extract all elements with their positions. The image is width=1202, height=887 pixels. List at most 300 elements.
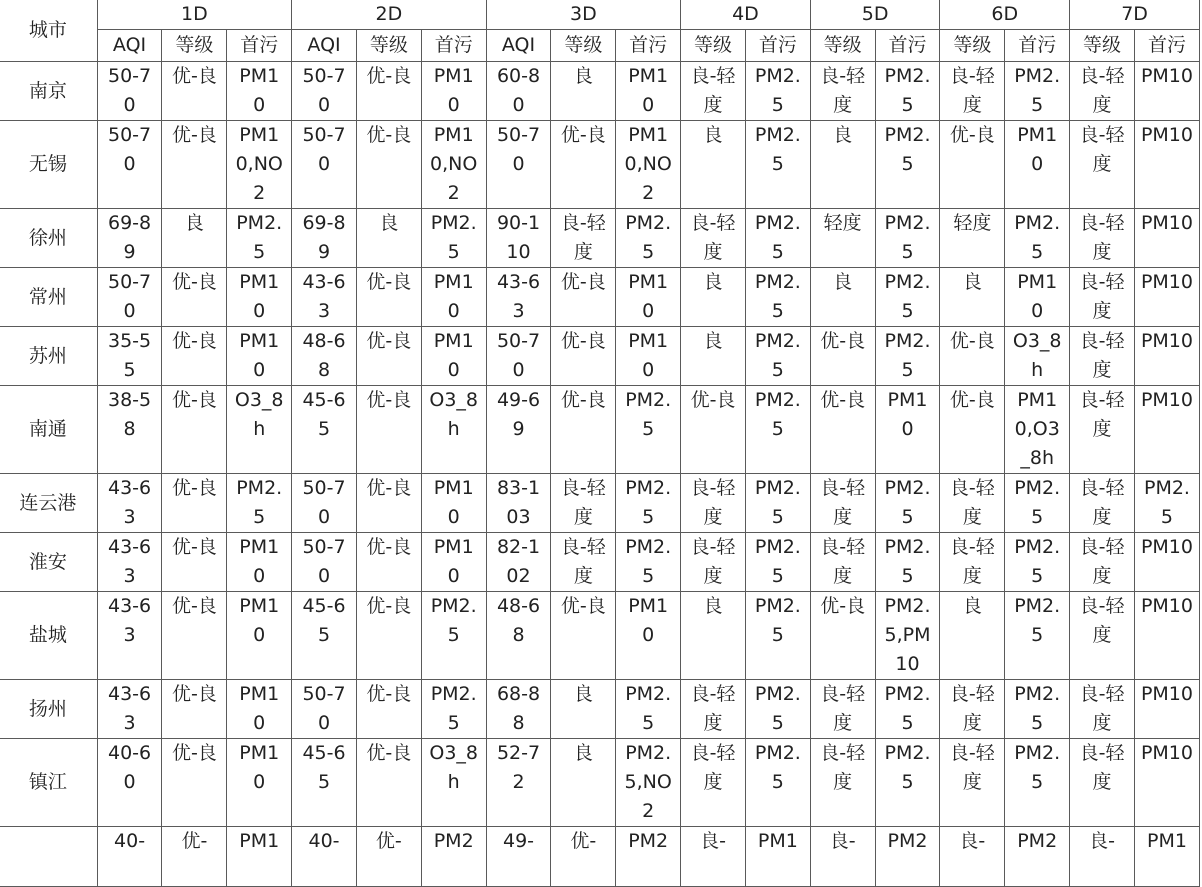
level-cell xyxy=(940,592,1005,680)
level-cell xyxy=(356,739,421,827)
cell-text: 良-轻度 xyxy=(820,742,866,793)
cell-text: 优-良 xyxy=(366,271,412,293)
primary-pollutant-cell xyxy=(1134,592,1199,680)
cell-text: 43-63 xyxy=(107,683,152,734)
cell-text: 良-轻度 xyxy=(1079,536,1125,587)
aqi-header: AQI xyxy=(486,30,551,62)
level-cell xyxy=(940,827,1005,887)
cell-text: 40- xyxy=(308,830,340,852)
city-cell: 南通 xyxy=(0,386,97,474)
cell-text: 良-轻度 xyxy=(690,683,736,734)
cell-text: PM10,NO2 xyxy=(235,124,283,204)
cell-text: 50-70 xyxy=(107,271,152,322)
primary-pollutant-cell xyxy=(1134,533,1199,592)
city-cell xyxy=(0,827,97,887)
aqi-header: AQI xyxy=(292,30,357,62)
level-cell xyxy=(356,209,421,268)
city-cell: 连云港 xyxy=(0,474,97,533)
level-cell xyxy=(1070,827,1135,887)
cell-text: PM10 xyxy=(433,271,474,322)
header-row-fields xyxy=(0,30,1200,62)
cell-text: PM2.5 xyxy=(430,595,477,646)
cell-text: 良- xyxy=(829,830,856,852)
cell-text: 50-70 xyxy=(302,477,346,528)
level-cell xyxy=(681,739,746,827)
city-cell: 南京 xyxy=(0,62,97,121)
cell-text: PM2.5 xyxy=(625,212,672,263)
cell-text: 良-轻度 xyxy=(949,742,995,793)
cell-text: 优-良 xyxy=(560,271,606,293)
level-cell xyxy=(810,386,875,474)
primary-pollutant-cell xyxy=(227,386,292,474)
primary-pollutant-cell xyxy=(1134,268,1199,327)
cell-text: 轻度 xyxy=(953,212,992,234)
cell-text: 43-63 xyxy=(107,595,152,646)
level-cell xyxy=(681,268,746,327)
cell-text: 50-70 xyxy=(302,683,346,734)
cell-text: PM2.5 xyxy=(430,212,477,263)
level-cell xyxy=(681,121,746,209)
level-cell xyxy=(940,268,1005,327)
cell-text: PM2.5 xyxy=(754,536,801,587)
level-cell xyxy=(1070,62,1135,121)
cell-text: PM2.5 xyxy=(754,595,801,646)
aqi-header: AQI xyxy=(97,30,162,62)
cell-text: PM10 xyxy=(239,742,280,793)
cell-text: 良-轻度 xyxy=(949,683,995,734)
cell-text: 优-良 xyxy=(366,477,412,499)
cell-text: 50-70 xyxy=(496,124,541,175)
cell-text: PM1 xyxy=(239,830,280,852)
cell-text: 优-良 xyxy=(820,330,866,352)
cell-text: 优-良 xyxy=(171,65,217,87)
primary-pollutant-cell xyxy=(875,533,940,592)
level-cell xyxy=(681,680,746,739)
level-cell xyxy=(1070,680,1135,739)
cell-text: PM2 xyxy=(887,830,928,852)
cell-text: 良 xyxy=(573,683,593,705)
cell-text: PM10 xyxy=(1140,389,1193,411)
primary-pollutant-cell xyxy=(745,268,810,327)
cell-text: 良- xyxy=(1089,830,1115,852)
cell-text: PM10 xyxy=(1140,742,1193,764)
level-cell xyxy=(551,533,616,592)
level-cell xyxy=(1070,474,1135,533)
cell-text: 40- xyxy=(114,830,146,852)
cell-text: O3_8h xyxy=(429,742,479,793)
cell-text: PM2.5 xyxy=(884,271,931,322)
primary-pollutant-cell xyxy=(745,533,810,592)
cell-text: PM10 xyxy=(1140,271,1193,293)
cell-text: 48-68 xyxy=(496,595,541,646)
cell-text: 45-65 xyxy=(302,595,346,646)
header-row-days xyxy=(0,0,1200,30)
cell-text: 良 xyxy=(833,271,853,293)
cell-text: 优-良 xyxy=(560,330,606,352)
cell-text: 良 xyxy=(703,271,723,293)
level-cell xyxy=(551,592,616,680)
cell-text: 优-良 xyxy=(171,683,217,705)
cell-text: PM2.5 xyxy=(1014,742,1061,793)
level-header: 等级 xyxy=(940,30,1005,62)
level-cell xyxy=(551,121,616,209)
cell-text: PM2.5 xyxy=(1014,536,1061,587)
cell-text: PM1 xyxy=(1147,830,1187,852)
cell-text: PM2.5 xyxy=(1143,477,1190,528)
primary-pollutant-cell xyxy=(1134,739,1199,827)
aqi-cell xyxy=(292,327,357,386)
cell-text: PM2.5 xyxy=(884,683,931,734)
primary-pollutant-cell xyxy=(745,327,810,386)
cell-text: PM2.5,PM10 xyxy=(884,595,931,675)
aqi-cell xyxy=(292,474,357,533)
cell-text: PM2.5 xyxy=(884,742,931,793)
level-cell xyxy=(940,327,1005,386)
cell-text: PM10 xyxy=(239,595,280,646)
aqi-cell xyxy=(486,121,551,209)
cell-text: 良-轻度 xyxy=(1079,742,1125,793)
level-cell xyxy=(681,827,746,887)
level-cell xyxy=(1070,268,1135,327)
level-cell xyxy=(681,474,746,533)
primary-pollutant-header: 首污 xyxy=(1005,30,1070,62)
aqi-cell xyxy=(97,474,162,533)
city-cell: 徐州 xyxy=(0,209,97,268)
cell-text: PM2 xyxy=(433,830,474,852)
primary-pollutant-header: 首污 xyxy=(1134,30,1199,62)
cell-text: 优-良 xyxy=(171,330,217,352)
level-cell xyxy=(1070,592,1135,680)
primary-pollutant-cell xyxy=(1134,474,1199,533)
cell-text: PM2.5 xyxy=(884,536,931,587)
level-cell xyxy=(681,386,746,474)
primary-pollutant-header: 首污 xyxy=(421,30,486,62)
primary-pollutant-cell xyxy=(875,739,940,827)
table-row xyxy=(0,327,1200,386)
level-cell xyxy=(551,209,616,268)
aqi-cell xyxy=(97,386,162,474)
aqi-cell xyxy=(97,533,162,592)
cell-text: 优-良 xyxy=(560,124,606,146)
primary-pollutant-header: 首污 xyxy=(616,30,681,62)
level-header: 等级 xyxy=(681,30,746,62)
cell-text: 优-良 xyxy=(366,742,412,764)
level-cell xyxy=(940,209,1005,268)
city-cell: 盐城 xyxy=(0,592,97,680)
cell-text: 良 xyxy=(184,212,204,234)
cell-text: 82-102 xyxy=(496,536,541,587)
primary-pollutant-cell xyxy=(227,827,292,887)
cell-text: PM10 xyxy=(1140,536,1193,558)
cell-text: PM2.5 xyxy=(754,65,801,116)
cell-text: 良 xyxy=(703,124,723,146)
level-cell xyxy=(356,62,421,121)
primary-pollutant-cell xyxy=(616,327,681,386)
level-cell xyxy=(162,739,227,827)
primary-pollutant-cell xyxy=(616,209,681,268)
cell-text: PM2.5 xyxy=(754,271,801,322)
primary-pollutant-cell xyxy=(875,474,940,533)
cell-text: PM2.5 xyxy=(625,389,672,440)
level-cell xyxy=(681,533,746,592)
primary-pollutant-cell xyxy=(1005,121,1070,209)
cell-text: 良-轻度 xyxy=(560,212,606,263)
primary-pollutant-cell xyxy=(421,827,486,887)
cell-text: 69-89 xyxy=(107,212,152,263)
primary-pollutant-cell xyxy=(421,327,486,386)
level-header: 等级 xyxy=(1070,30,1135,62)
city-column-header: 城市 xyxy=(0,0,97,62)
primary-pollutant-cell xyxy=(421,209,486,268)
cell-text: 良-轻度 xyxy=(1079,477,1125,528)
cell-text: 38-58 xyxy=(107,389,152,440)
cell-text: 50-70 xyxy=(107,124,152,175)
level-cell xyxy=(356,327,421,386)
cell-text: 35-55 xyxy=(107,330,152,381)
cell-text: PM10 xyxy=(239,271,280,322)
cell-text: 40-60 xyxy=(107,742,152,793)
cell-text: 良 xyxy=(833,124,853,146)
city-cell: 无锡 xyxy=(0,121,97,209)
level-cell xyxy=(681,327,746,386)
aqi-cell xyxy=(486,533,551,592)
day-header-6d: 6D xyxy=(940,0,1070,30)
aqi-cell xyxy=(292,592,357,680)
primary-pollutant-cell xyxy=(616,474,681,533)
primary-pollutant-cell xyxy=(616,268,681,327)
level-cell xyxy=(162,62,227,121)
level-cell xyxy=(551,268,616,327)
primary-pollutant-cell xyxy=(745,209,810,268)
primary-pollutant-cell xyxy=(421,592,486,680)
aqi-cell xyxy=(97,327,162,386)
cell-text: 优-良 xyxy=(366,389,412,411)
primary-pollutant-cell xyxy=(875,327,940,386)
cell-text: 良-轻度 xyxy=(820,683,866,734)
cell-text: PM2.5 xyxy=(1014,683,1061,734)
cell-text: 良-轻度 xyxy=(690,65,736,116)
cell-text: 优-良 xyxy=(366,330,412,352)
primary-pollutant-cell xyxy=(1005,327,1070,386)
cell-text: PM10 xyxy=(433,536,474,587)
level-cell xyxy=(162,533,227,592)
cell-text: PM10 xyxy=(1017,124,1058,175)
level-cell xyxy=(810,268,875,327)
cell-text: 优-良 xyxy=(560,595,606,617)
primary-pollutant-cell xyxy=(227,474,292,533)
primary-pollutant-cell xyxy=(1005,474,1070,533)
primary-pollutant-cell xyxy=(421,121,486,209)
cell-text: 优-良 xyxy=(949,389,995,411)
level-cell xyxy=(1070,533,1135,592)
level-cell xyxy=(551,680,616,739)
level-cell xyxy=(1070,386,1135,474)
level-cell xyxy=(356,592,421,680)
day-header-1d: 1D xyxy=(97,0,291,30)
table-row xyxy=(0,62,1200,121)
cell-text: 良-轻度 xyxy=(690,212,736,263)
cell-text: 优- xyxy=(181,830,208,852)
table-row xyxy=(0,592,1200,680)
primary-pollutant-cell xyxy=(745,827,810,887)
aqi-cell xyxy=(292,121,357,209)
table-row xyxy=(0,474,1200,533)
level-cell xyxy=(162,474,227,533)
primary-pollutant-cell xyxy=(421,386,486,474)
day-header-4d: 4D xyxy=(681,0,811,30)
primary-pollutant-cell xyxy=(875,268,940,327)
cell-text: PM2.5 xyxy=(625,683,672,734)
cell-text: PM2.5 xyxy=(1014,477,1061,528)
aqi-cell xyxy=(97,680,162,739)
level-cell xyxy=(810,827,875,887)
cell-text: PM2.5,NO2 xyxy=(624,742,672,822)
primary-pollutant-cell xyxy=(227,62,292,121)
day-header-3d: 3D xyxy=(486,0,680,30)
primary-pollutant-cell xyxy=(616,386,681,474)
aqi-cell xyxy=(486,386,551,474)
primary-pollutant-cell xyxy=(875,62,940,121)
cell-text: 优- xyxy=(570,830,597,852)
aqi-cell xyxy=(292,533,357,592)
cell-text: 优-良 xyxy=(171,595,217,617)
level-cell xyxy=(162,209,227,268)
primary-pollutant-cell xyxy=(227,327,292,386)
aqi-cell xyxy=(97,268,162,327)
table-row xyxy=(0,739,1200,827)
cell-text: 优- xyxy=(375,830,402,852)
cell-text: 优-良 xyxy=(949,124,995,146)
level-cell xyxy=(162,592,227,680)
aqi-cell xyxy=(486,474,551,533)
level-cell xyxy=(356,121,421,209)
cell-text: O3_8h xyxy=(429,389,479,440)
primary-pollutant-cell xyxy=(1005,268,1070,327)
cell-text: 优-良 xyxy=(560,389,606,411)
aqi-cell xyxy=(97,592,162,680)
cell-text: 52-72 xyxy=(496,742,541,793)
aqi-cell xyxy=(486,327,551,386)
primary-pollutant-cell xyxy=(227,739,292,827)
cell-text: PM2.5 xyxy=(754,742,801,793)
cell-text: PM10 xyxy=(239,683,280,734)
level-header: 等级 xyxy=(356,30,421,62)
level-cell xyxy=(810,533,875,592)
cell-text: 优-良 xyxy=(171,124,217,146)
primary-pollutant-header: 首污 xyxy=(227,30,292,62)
level-cell xyxy=(940,533,1005,592)
table-row xyxy=(0,386,1200,474)
cell-text: 良-轻度 xyxy=(949,65,995,116)
primary-pollutant-cell xyxy=(745,62,810,121)
primary-pollutant-cell xyxy=(1005,739,1070,827)
primary-pollutant-cell xyxy=(1134,209,1199,268)
level-cell xyxy=(810,680,875,739)
aqi-cell xyxy=(486,680,551,739)
cell-text: 50-70 xyxy=(496,330,541,381)
aqi-cell xyxy=(97,827,162,887)
cell-text: 良-轻度 xyxy=(690,477,736,528)
cell-text: 优-良 xyxy=(690,389,736,411)
cell-text: 良 xyxy=(379,212,399,234)
level-cell xyxy=(551,827,616,887)
level-cell xyxy=(810,474,875,533)
cell-text: PM2.5 xyxy=(625,536,672,587)
level-cell xyxy=(940,121,1005,209)
primary-pollutant-cell xyxy=(875,121,940,209)
cell-text: PM1 xyxy=(757,830,798,852)
cell-text: PM10 xyxy=(1140,124,1193,146)
primary-pollutant-cell xyxy=(745,680,810,739)
level-cell xyxy=(810,121,875,209)
cell-text: 良-轻度 xyxy=(1079,330,1125,381)
primary-pollutant-cell xyxy=(616,533,681,592)
primary-pollutant-cell xyxy=(875,827,940,887)
primary-pollutant-cell xyxy=(421,680,486,739)
cell-text: 良- xyxy=(959,830,986,852)
primary-pollutant-cell xyxy=(1005,680,1070,739)
level-cell xyxy=(681,209,746,268)
table-row xyxy=(0,680,1200,739)
level-header: 等级 xyxy=(810,30,875,62)
cell-text: 45-65 xyxy=(302,389,346,440)
primary-pollutant-cell xyxy=(421,268,486,327)
city-cell: 苏州 xyxy=(0,327,97,386)
cell-text: 良-轻度 xyxy=(949,536,995,587)
cell-text: PM2.5 xyxy=(884,212,931,263)
cell-text: 良-轻度 xyxy=(560,477,606,528)
primary-pollutant-cell xyxy=(616,827,681,887)
primary-pollutant-cell xyxy=(616,739,681,827)
cell-text: PM2 xyxy=(628,830,669,852)
level-cell xyxy=(356,474,421,533)
cell-text: 良-轻度 xyxy=(1079,271,1125,322)
primary-pollutant-cell xyxy=(1134,827,1199,887)
aqi-cell xyxy=(292,739,357,827)
primary-pollutant-cell xyxy=(1134,327,1199,386)
level-cell xyxy=(1070,739,1135,827)
cell-text: 良 xyxy=(573,65,593,87)
cell-text: PM2.5 xyxy=(236,477,283,528)
level-cell xyxy=(162,827,227,887)
primary-pollutant-cell xyxy=(745,592,810,680)
level-cell xyxy=(1070,209,1135,268)
aqi-cell xyxy=(292,827,357,887)
cell-text: PM10 xyxy=(433,477,474,528)
cell-text: 良 xyxy=(962,271,982,293)
level-cell xyxy=(810,62,875,121)
level-cell xyxy=(940,62,1005,121)
cell-text: PM2.5 xyxy=(1014,595,1061,646)
cell-text: 良-轻度 xyxy=(690,536,736,587)
cell-text: 50-70 xyxy=(302,124,346,175)
level-cell xyxy=(681,62,746,121)
city-cell: 镇江 xyxy=(0,739,97,827)
cell-text: 优-良 xyxy=(366,683,412,705)
aqi-cell xyxy=(97,121,162,209)
cell-text: PM10 xyxy=(1140,595,1193,617)
aqi-cell xyxy=(97,739,162,827)
cell-text: 50-70 xyxy=(302,65,346,116)
table-body xyxy=(0,62,1200,887)
primary-pollutant-cell xyxy=(421,474,486,533)
cell-text: 良-轻度 xyxy=(1079,683,1125,734)
cell-text: PM10 xyxy=(239,536,280,587)
cell-text: 优-良 xyxy=(171,742,217,764)
cell-text: 优-良 xyxy=(366,124,412,146)
aqi-cell xyxy=(97,209,162,268)
cell-text: 良 xyxy=(573,742,593,764)
